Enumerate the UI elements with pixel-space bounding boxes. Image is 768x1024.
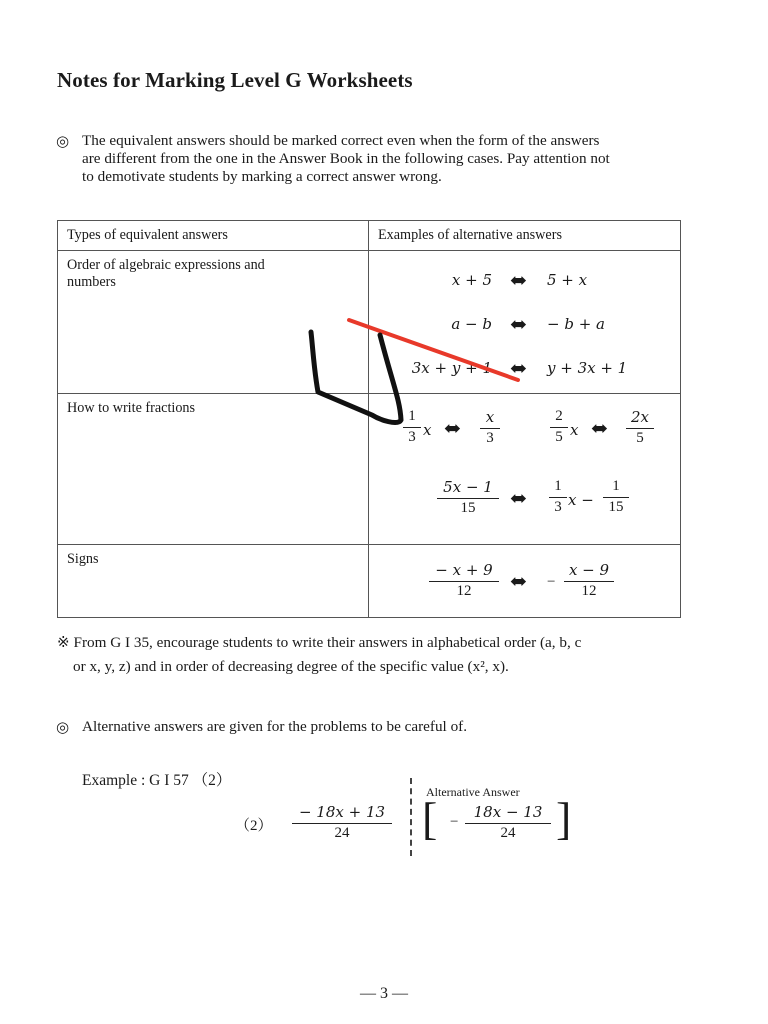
fraction-2-5: $\frac{2}{5}$ [550,408,568,446]
row-examples-order [369,251,681,394]
minus-sign: − [547,574,556,590]
table-row-order [58,251,681,394]
alt-answer-label: Alternative Answer [426,785,520,799]
intro-paragraph [82,132,732,186]
double-arrow-icon: ⬌ [444,418,461,440]
equivalent-answers-table [57,220,681,618]
fraction-x-9-12: $\frac{x - 9}{12}$ [564,561,614,600]
page-number: — 3 — [360,985,408,1002]
alt-fraction: $\frac{18x - 13}{24}$ [465,803,551,842]
example-right-1: 5 + x [547,271,588,289]
example-left-3: 3x + y + 1 [411,359,492,377]
note-paragraph [57,631,697,679]
example-left-2: a − b [451,315,492,333]
intro-line-2: are different from the one in the Answer Book in the following cases. Pay attention not [82,150,610,167]
note-line-1: ※ From G I 35, encourage students to write their answers in alphabetical order (a, b, c [57,634,582,651]
example-right-2: − b + a [547,315,605,333]
dashed-divider [410,778,412,856]
example-right-3: y + 3x + 1 [547,359,628,377]
double-arrow-icon: ⬌ [510,488,527,510]
fraction-1-3: $\frac{1}{3}$ [403,408,421,446]
double-arrow-icon: ⬌ [591,418,608,440]
fraction-2x-5: $\frac{2x}{5}$ [626,408,654,447]
fraction-neg-x-9-12: $\frac{- x + 9}{12}$ [429,561,499,600]
bullet-icon: ◎ [56,134,70,150]
example-fraction: $\frac{- 18x + 13}{24}$ [292,803,392,842]
table-row-fractions [58,394,681,545]
intro-line-3: to demotivate students by marking a correct answer wrong. [82,168,442,185]
note-line-2: or x, y, z) and in order of decreasing degree of the specific value (x², x). [73,658,509,675]
alt-intro: Alternative answers are given for the problems to be careful of. [82,718,468,735]
example-label: Example : G I 57 （2） [82,772,232,789]
intro-line-1: The equivalent answers should be marked correct even when the form of the answers [82,132,600,149]
double-arrow-icon: ⬌ [510,358,527,380]
table-row-signs [58,545,681,618]
bracket-left: [ [422,793,438,844]
double-arrow-icon: ⬌ [510,314,527,336]
row-examples-signs [369,545,681,618]
table-header-row [58,221,681,251]
bracket-right: ] [556,793,572,844]
alt-minus-sign: − [450,814,459,830]
page-title: Notes for Marking Level G Worksheets [57,68,413,92]
fraction-var-minus: x − [568,491,594,509]
fraction-1-15: $\frac{1}{15}$ [603,478,629,516]
note-symbol: ※ [57,634,70,651]
example-problem-number: （2） [235,818,273,834]
row-examples-fractions [369,394,681,545]
fraction-1-3-b: $\frac{1}{3}$ [549,478,567,516]
fraction-x-3: $\frac{x}{3}$ [480,408,500,447]
row-label-fractions: How to write fractions [58,394,369,545]
fraction-var: x [423,421,432,439]
fraction-5x-1-15: $\frac{5x - 1}{15}$ [437,478,499,517]
double-arrow-icon: ⬌ [510,571,527,593]
fraction-var: x [570,421,579,439]
header-types: Types of equivalent answers [58,221,369,251]
bullet-icon: ◎ [56,720,70,736]
row-label-order: Order of algebraic expressions and numbers [58,251,369,394]
double-arrow-icon: ⬌ [510,270,527,292]
example-left-1: x + 5 [451,271,492,289]
row-label-signs: Signs [58,545,369,618]
header-examples: Examples of alternative answers [369,221,681,251]
